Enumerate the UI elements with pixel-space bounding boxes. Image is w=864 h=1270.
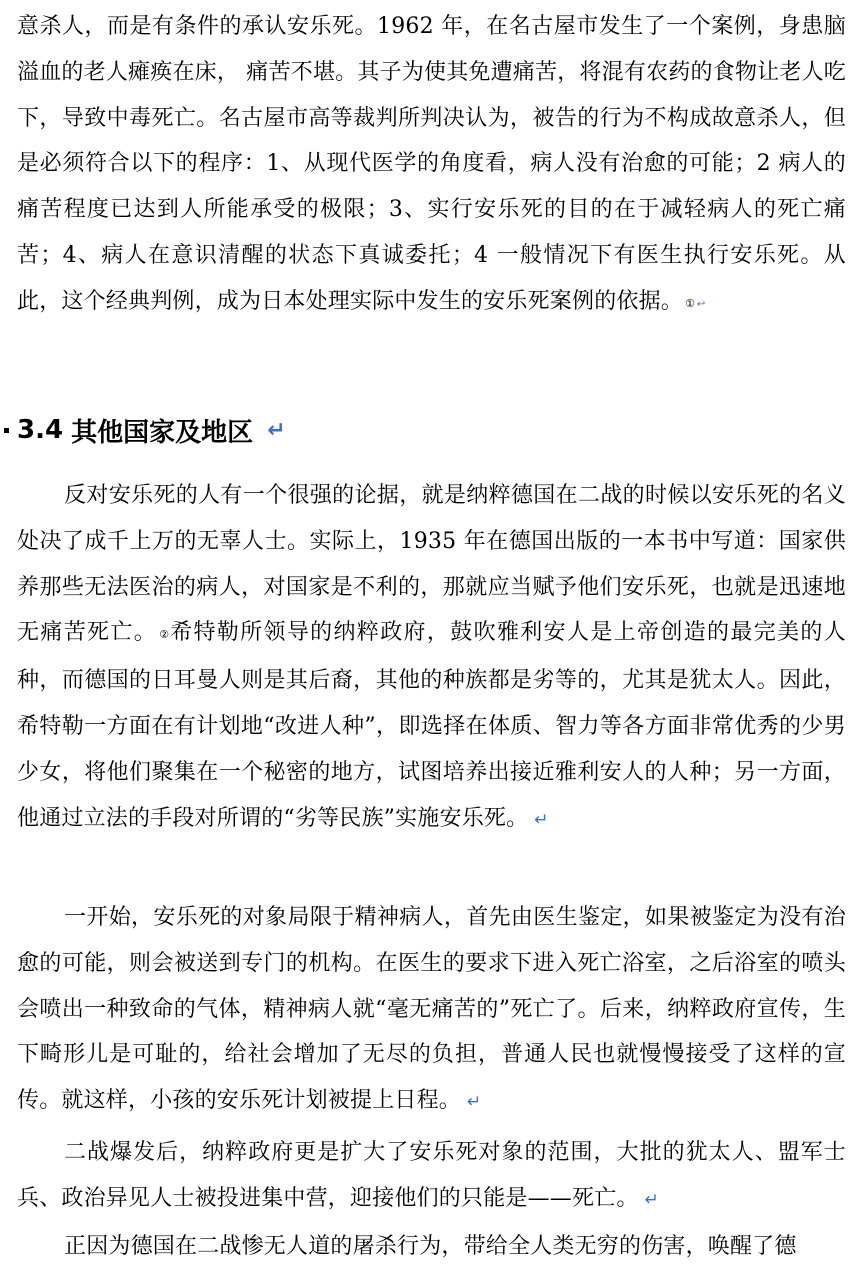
section-heading [0, 406, 286, 454]
paragraph-return-icon: ↵ [267, 417, 286, 443]
footnote-link-icon: ↩ [696, 298, 706, 310]
paragraph-text: 意杀人，而是有条件的承认安乐死。1962 年，在名古屋市发生了一个案例，身患脑溢血的老人瘫痪在床， 痛苦不堪。其子为使其免遭痛苦，将混有农药的食物让老人吃下，导致中毒死亡。名古屋市高等裁判所判决认为，被告的行为不构成故意杀人，但是必须符合以下的程序：1、从现代医学的角度看，病人没有治愈的可能；2 病人的痛苦程度已达到人所能承受的极限；3、实行安乐死的目的在于减轻病人的死亡痛苦；4、病人在意识清醒的状态下真诚委托；4 一般情况下有医生执行安乐死。从此，这个经典判例，成为日本处理实际中发生的安乐死案例的依据。 [17, 14, 846, 314]
paragraph-final [17, 1224, 846, 1270]
paragraph-text: 一开始，安乐死的对象局限于精神病人，首先由医生鉴定，如果被鉴定为没有治愈的可能，则会被送到专门的机构。在医生的要求下进入死亡浴室，之后浴室的喷头会喷出一种致命的气体，精神病人就“毫无痛苦的”死亡了。后来，纳粹政府宣传，生下畸形儿是可耻的，给社会增加了无尽的负担，普通人民也就慢慢接受了这样的宣传。就这样，小孩的安乐死计划被提上日程。 [17, 905, 846, 1114]
paragraph-nazi-germany [17, 473, 846, 843]
paragraph-text: 希特勒所领导的纳粹政府，鼓吹雅利安人是上帝创造的最完美的人种，而德国的日耳曼人则是其后裔，其他的种族都是劣等的，尤其是犹太人。因此，希特勒一方面在有计划地“改进人种”，即选择在体质、智力等各方面非常优秀的少男少女，将他们聚集在一个秘密的地方，试图培养出接近雅利安人的人种；另一方面，他通过立法的手段对所谓的“劣等民族”实施安乐死。 [17, 620, 846, 831]
section-title: 其他国家及地区 [71, 417, 254, 448]
paragraph-return-icon: ↵ [467, 1092, 482, 1113]
paragraph-world-war-2 [17, 1130, 846, 1224]
paragraph-return-icon: ↵ [534, 809, 549, 830]
heading-bullet-icon [4, 428, 9, 433]
paragraph-japan-case [17, 4, 846, 328]
section-number: 3.4 [17, 415, 64, 445]
footnote-ref-2[interactable]: ② [159, 628, 171, 642]
footnote-ref-1[interactable]: ① [685, 296, 695, 310]
paragraph-text: 二战爆发后，纳粹政府更是扩大了安乐死对象的范围，大批的犹太人、盟军士兵、政治异见人士被投进集中营，迎接他们的只能是——死亡。 [17, 1140, 846, 1211]
paragraph-return-icon: ↵ [644, 1189, 659, 1210]
paragraph-mental-patients [17, 895, 846, 1126]
paragraph-text: 反对安乐死的人有一个很强的论据，就是纳粹德国在二战的时候以安乐死的名义处决了成千上万的无辜人士。实际上，1935 年在德国出版的一本书中写道：国家供养那些无法医治的病人，对国家是不利的，那就应当赋予他们安乐死，也就是迅速地无痛苦死亡。 [17, 483, 846, 646]
paragraph-text: 正因为德国在二战惨无人道的屠杀行为，带给全人类无穷的伤害，唤醒了德 [64, 1234, 797, 1259]
